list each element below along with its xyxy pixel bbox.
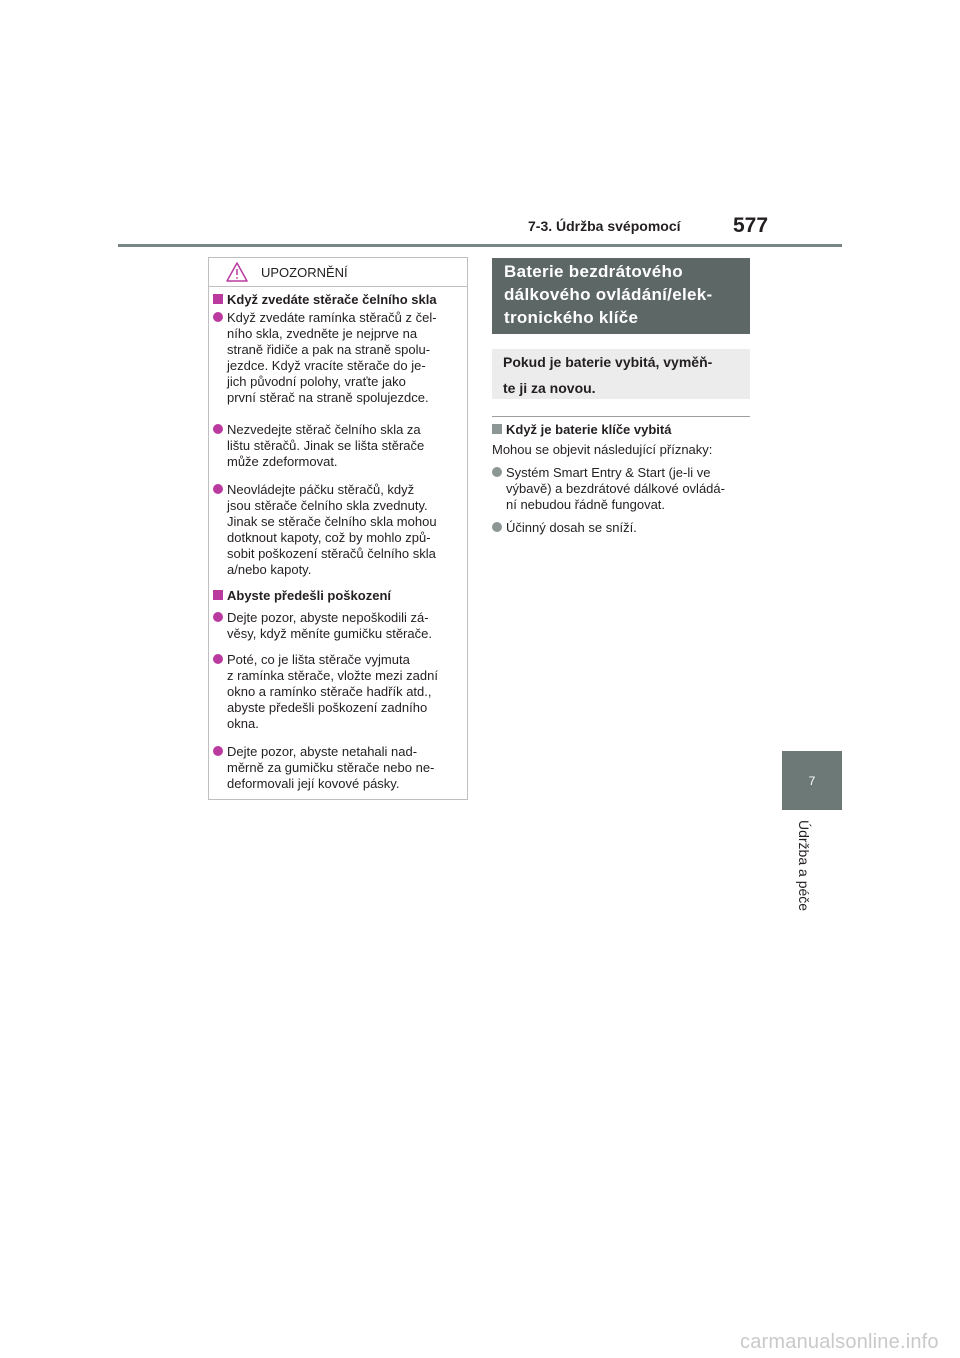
circle-bullet-icon <box>213 612 223 622</box>
square-bullet-icon <box>492 424 502 434</box>
warning-item-1: Když zvedáte ramínka stěračů z čel- ního skla, zvedněte je nejprve na straně řidiče a pak na straně spolu- jezdce. Když vracíte stěrače do je- jich původní polohy, vraťte jako první stěrač na straně spolujezdce. <box>227 310 463 406</box>
circle-bullet-icon <box>213 654 223 664</box>
circle-bullet-icon <box>492 522 502 532</box>
warning-box <box>208 257 468 800</box>
divider <box>492 416 750 417</box>
circle-bullet-icon <box>213 312 223 322</box>
warning-item-3: Neovládejte páčku stěračů, když jsou stěrače čelního skla zvednuty. Jinak se stěrače čelního skla mohou dotknout kapoty, což by mohlo způ- sobit poškození stěračů čelního skla a/nebo kapoty. <box>227 482 463 578</box>
circle-bullet-icon <box>492 467 502 477</box>
warning-heading-1: Když zvedáte stěrače čelního skla <box>227 292 463 308</box>
warning-header <box>209 258 467 287</box>
battery-heading: Když je baterie klíče vybitá <box>506 422 750 438</box>
circle-bullet-icon <box>213 746 223 756</box>
circle-bullet-icon <box>213 424 223 434</box>
warning-item-4: Dejte pozor, abyste nepoškodili zá- věsy, když měníte gumičku stěrače. <box>227 610 463 642</box>
section-banner: Baterie bezdrátového dálkového ovládání/elek- tronického klíče <box>492 258 750 334</box>
warning-triangle-icon <box>225 261 249 283</box>
square-bullet-icon <box>213 294 223 304</box>
warning-title: UPOZORNĚNÍ <box>261 265 348 280</box>
page-number: 577 <box>733 214 769 237</box>
warning-item-5: Poté, co je lišta stěrače vyjmuta z ramínka stěrače, vložte mezi zadní okno a ramínko stěrače hadřík atd., abyste předešli poškození zadního okna. <box>227 652 463 732</box>
warning-heading-2: Abyste předešli poškození <box>227 588 463 604</box>
warning-item-2: Nezvedejte stěrač čelního skla za lištu stěračů. Jinak se lišta stěrače může zdeformovat. <box>227 422 463 470</box>
header-rule <box>118 244 842 247</box>
battery-intro: Mohou se objevit následující příznaky: <box>492 442 713 457</box>
warning-item-6: Dejte pozor, abyste netahali nad- měrně za gumičku stěrače nebo ne- deformovali její kovové pásky. <box>227 744 463 792</box>
chapter-tab: 7 <box>782 751 842 810</box>
circle-bullet-icon <box>213 484 223 494</box>
site-watermark: carmanualsonline.info <box>740 1331 939 1353</box>
sub-banner: Pokud je baterie vybitá, vyměň- te ji za novou. <box>492 349 750 399</box>
symptom-item-1: Systém Smart Entry & Start (je-li ve výbavě) a bezdrátové dálkové ovládá- ní nebudou řádně fungovat. <box>506 465 750 513</box>
header-section: 7-3. Údržba svépomocí <box>528 218 681 234</box>
chapter-label: Údržba a péče <box>796 820 812 912</box>
square-bullet-icon <box>213 590 223 600</box>
symptom-item-2: Účinný dosah se sníží. <box>506 520 750 536</box>
